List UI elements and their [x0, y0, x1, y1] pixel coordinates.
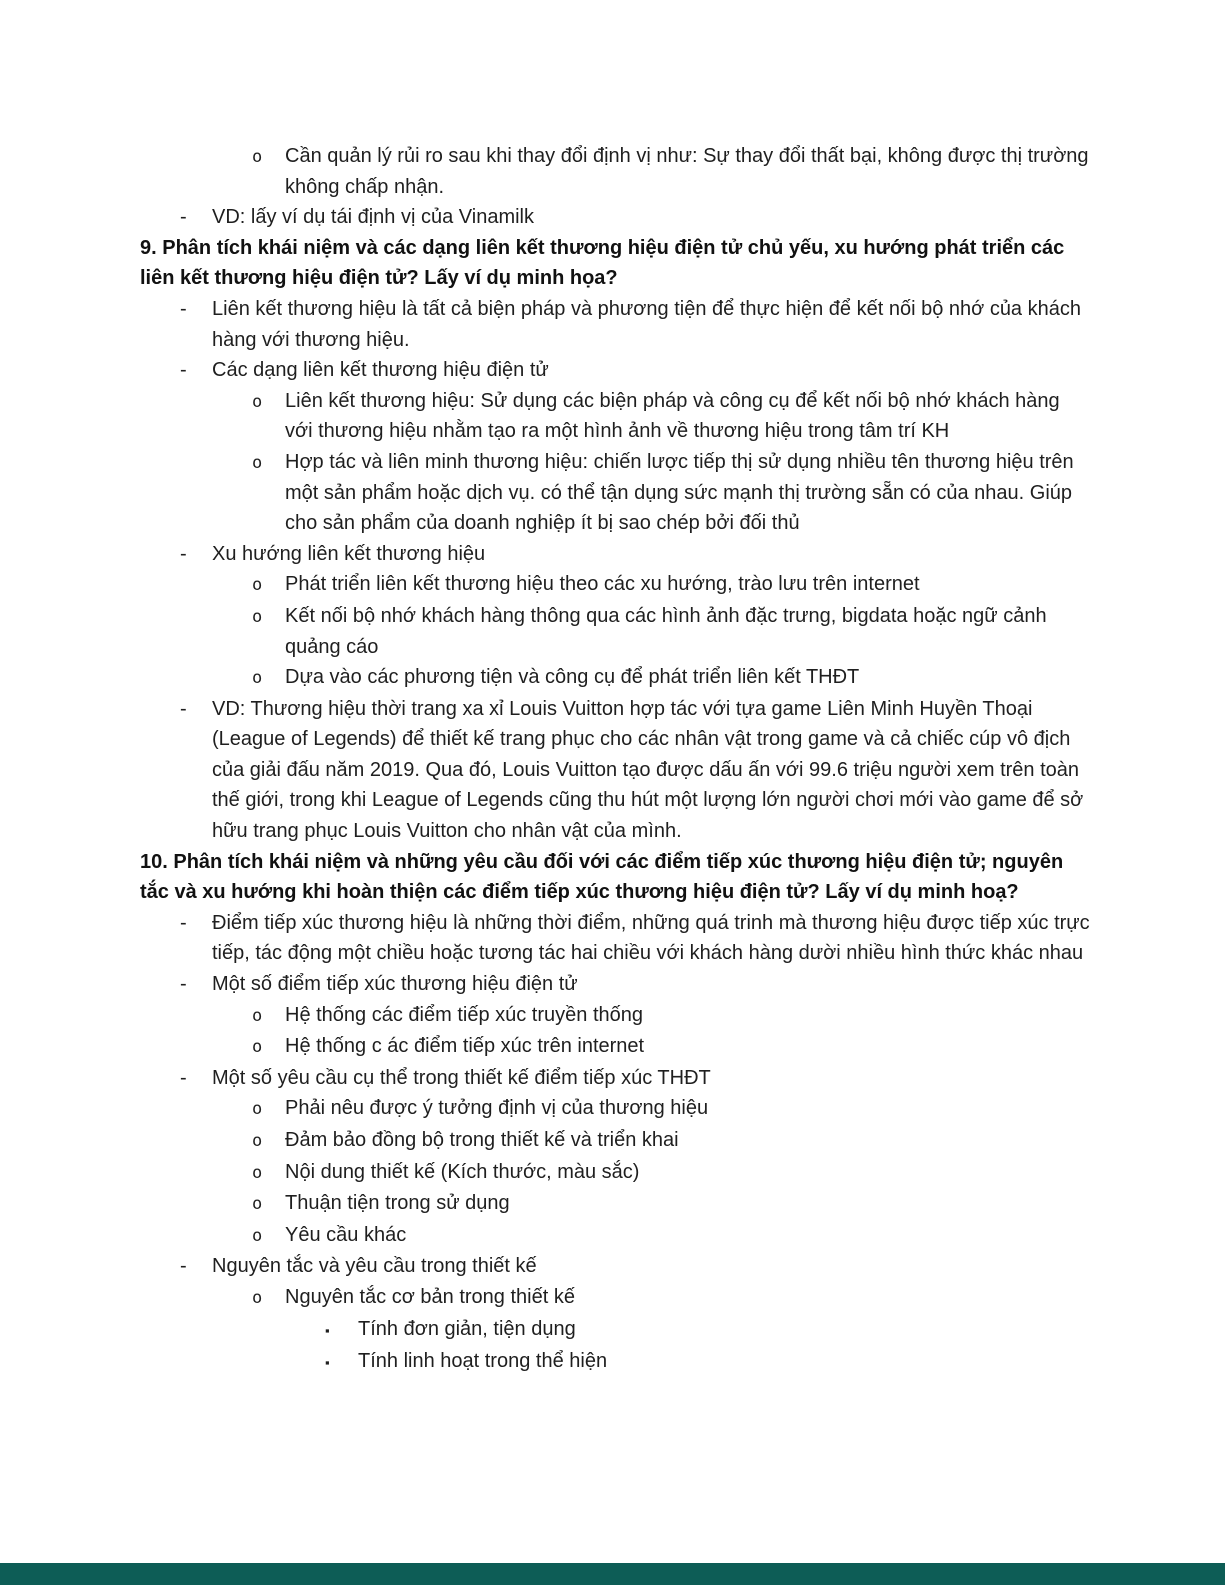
bullet-marker: ▪ [325, 1322, 330, 1338]
bullet-marker: - [180, 1066, 187, 1089]
list-item-text: Nguyên tắc cơ bản trong thiết kế [285, 1285, 575, 1308]
list-item-text: Cần quản lý rủi ro sau khi thay đổi định vị như: Sự thay đổi thất bại, không được thị trường không chấp nhận. [285, 145, 1089, 198]
list-item-text: Hệ thống các điểm tiếp xúc truyền thống [285, 1003, 643, 1026]
list-item-text: VD: Thương hiệu thời trang xa xỉ Louis Vuitton hợp tác với tựa game Liên Minh Huyền Thoại (League of Legends) để thiết kế trang phục cho các nhân vật trong game và cả chiếc cúp vô địch của giải đấu năm 2019. Qua đó, Louis Vuitton tạo được dấu ấn với 99.6 triệu người xem trên toàn thế giới, trong khi League of Legends cũng thu hút một lượng lớn người chơi mới vào game để sở hữu trang phục Louis Vuitton cho nhân vật của mình. [212, 697, 1084, 843]
list-item [140, 141, 1092, 202]
bullet-marker: o [252, 1287, 263, 1308]
list-item [140, 1188, 1092, 1220]
list-item-text: Yêu cầu khác [285, 1223, 407, 1246]
list-item [140, 355, 1092, 386]
list-item-text: Một số yêu cầu cụ thể trong thiết kế điểm tiếp xúc THĐT [212, 1066, 711, 1089]
bullet-marker: o [252, 391, 263, 412]
list-item [140, 1000, 1092, 1032]
list-item [140, 1157, 1092, 1189]
list-item-text: Thuận tiện trong sử dụng [285, 1192, 510, 1215]
list-item [140, 662, 1092, 694]
list-item [140, 202, 1092, 233]
bullet-marker: o [252, 606, 263, 627]
bullet-marker: o [252, 1131, 263, 1151]
list-item [140, 447, 1092, 539]
list-item-text: Điểm tiếp xúc thương hiệu là những thời điểm, những quá trinh mà thương hiệu được tiếp xúc trực tiếp, tác động một chiều hoặc tương tác hai chiều với khách hàng dười nhiều hình thức khác nhau [212, 911, 1090, 965]
list-item [140, 539, 1092, 570]
footer-bar [0, 1563, 1225, 1585]
list-item [140, 1346, 1092, 1379]
list-item [140, 1220, 1092, 1252]
list-item [140, 694, 1092, 847]
bullet-marker: o [252, 147, 263, 167]
bullet-marker: - [180, 973, 187, 996]
bullet-marker: o [252, 1005, 263, 1026]
list-item-text: Nội dung thiết kế (Kích thước, màu sắc) [285, 1160, 640, 1183]
list-item [140, 1251, 1092, 1282]
bullet-marker: o [252, 1037, 263, 1058]
list-item-text: Hợp tác và liên minh thương hiệu: chiến lược tiếp thị sử dụng nhiều tên thương hiệu trên một sản phẩm hoặc dịch vụ. có thể tận dụng sức mạnh thị trường sẵn có của nhau. Giúp cho sản phẩm của doanh nghiệp ít bị sao chép bởi đối thủ [285, 450, 1074, 535]
document-content [140, 141, 1092, 1379]
bullet-marker: - [180, 697, 187, 720]
list-item-text: Phát triển liên kết thương hiệu theo các xu hướng, trào lưu trên internet [285, 573, 920, 596]
list-item-text: Dựa vào các phương tiện và công cụ để phát triển liên kết THĐT [285, 666, 860, 689]
list-item [140, 1282, 1092, 1314]
bullet-marker: - [180, 359, 187, 382]
list-item-text: Một số điểm tiếp xúc thương hiệu điện tử [212, 973, 578, 996]
list-item-text: Đảm bảo đồng bộ trong thiết kế và triển khai [285, 1129, 679, 1151]
list-item [140, 601, 1092, 662]
bullet-marker: - [180, 206, 187, 229]
section-heading: 10. Phân tích khái niệm và những yêu cầu đối với các điểm tiếp xúc thương hiệu điện tử; nguyên tắc và xu hướng khi hoàn thiện các điểm tiếp xúc thương hiệu điện tử? Lấy ví dụ minh hoạ? [140, 850, 1064, 904]
list-item [140, 294, 1092, 355]
bullet-marker: - [180, 542, 187, 565]
bullet-marker: ▪ [325, 1355, 330, 1371]
list-item-text: Tính linh hoạt trong thể hiện [358, 1350, 608, 1373]
list-item [140, 908, 1092, 969]
list-item-text: Liên kết thương hiệu là tất cả biện pháp và phương tiện để thực hiện để kết nối bộ nhớ của khách hàng với thương hiệu. [212, 297, 1081, 351]
list-item [140, 386, 1092, 447]
list-item [140, 569, 1092, 601]
list-item-text: Các dạng liên kết thương hiệu điện tử [212, 359, 549, 382]
list-item-text: Xu hướng liên kết thương hiệu [212, 542, 486, 565]
bullet-marker: o [252, 1225, 263, 1246]
list-item-text: Phải nêu được ý tưởng định vị của thương hiệu [285, 1097, 709, 1120]
list-item [140, 1314, 1092, 1347]
bullet-marker: - [180, 297, 187, 320]
bullet-marker: - [180, 911, 187, 934]
bullet-marker: o [252, 452, 263, 473]
bullet-marker: - [180, 1255, 187, 1278]
bullet-marker: o [252, 575, 263, 596]
list-item-text: Liên kết thương hiệu: Sử dụng các biện pháp và công cụ để kết nối bộ nhớ khách hàng với thương hiệu nhằm tạo ra một hình ảnh về thương hiệu trong tâm trí KH [285, 389, 1060, 443]
list-item-text: Tính đơn giản, tiện dụng [358, 1317, 576, 1340]
section-heading: 9. Phân tích khái niệm và các dạng liên kết thương hiệu điện tử chủ yếu, xu hướng phát triển các liên kết thương hiệu điện tử? Lấy ví dụ minh họa? [140, 236, 1065, 290]
list-item-text: Nguyên tắc và yêu cầu trong thiết kế [212, 1255, 537, 1278]
bullet-marker: o [252, 1162, 263, 1183]
bullet-marker: o [252, 1099, 263, 1120]
list-item [140, 969, 1092, 1000]
list-item-text: Hệ thống c ác điểm tiếp xúc trên internet [285, 1035, 645, 1058]
list-item [140, 1093, 1092, 1125]
list-item-text: VD: lấy ví dụ tái định vị của Vinamilk [212, 206, 535, 229]
list-item [140, 1125, 1092, 1157]
list-item-text: Kết nối bộ nhớ khách hàng thông qua các hình ảnh đặc trưng, bigdata hoặc ngữ cảnh quảng cáo [285, 604, 1047, 658]
list-item [140, 1063, 1092, 1094]
bullet-marker: o [252, 668, 263, 689]
list-item [140, 1031, 1092, 1063]
bullet-marker: o [252, 1194, 263, 1215]
